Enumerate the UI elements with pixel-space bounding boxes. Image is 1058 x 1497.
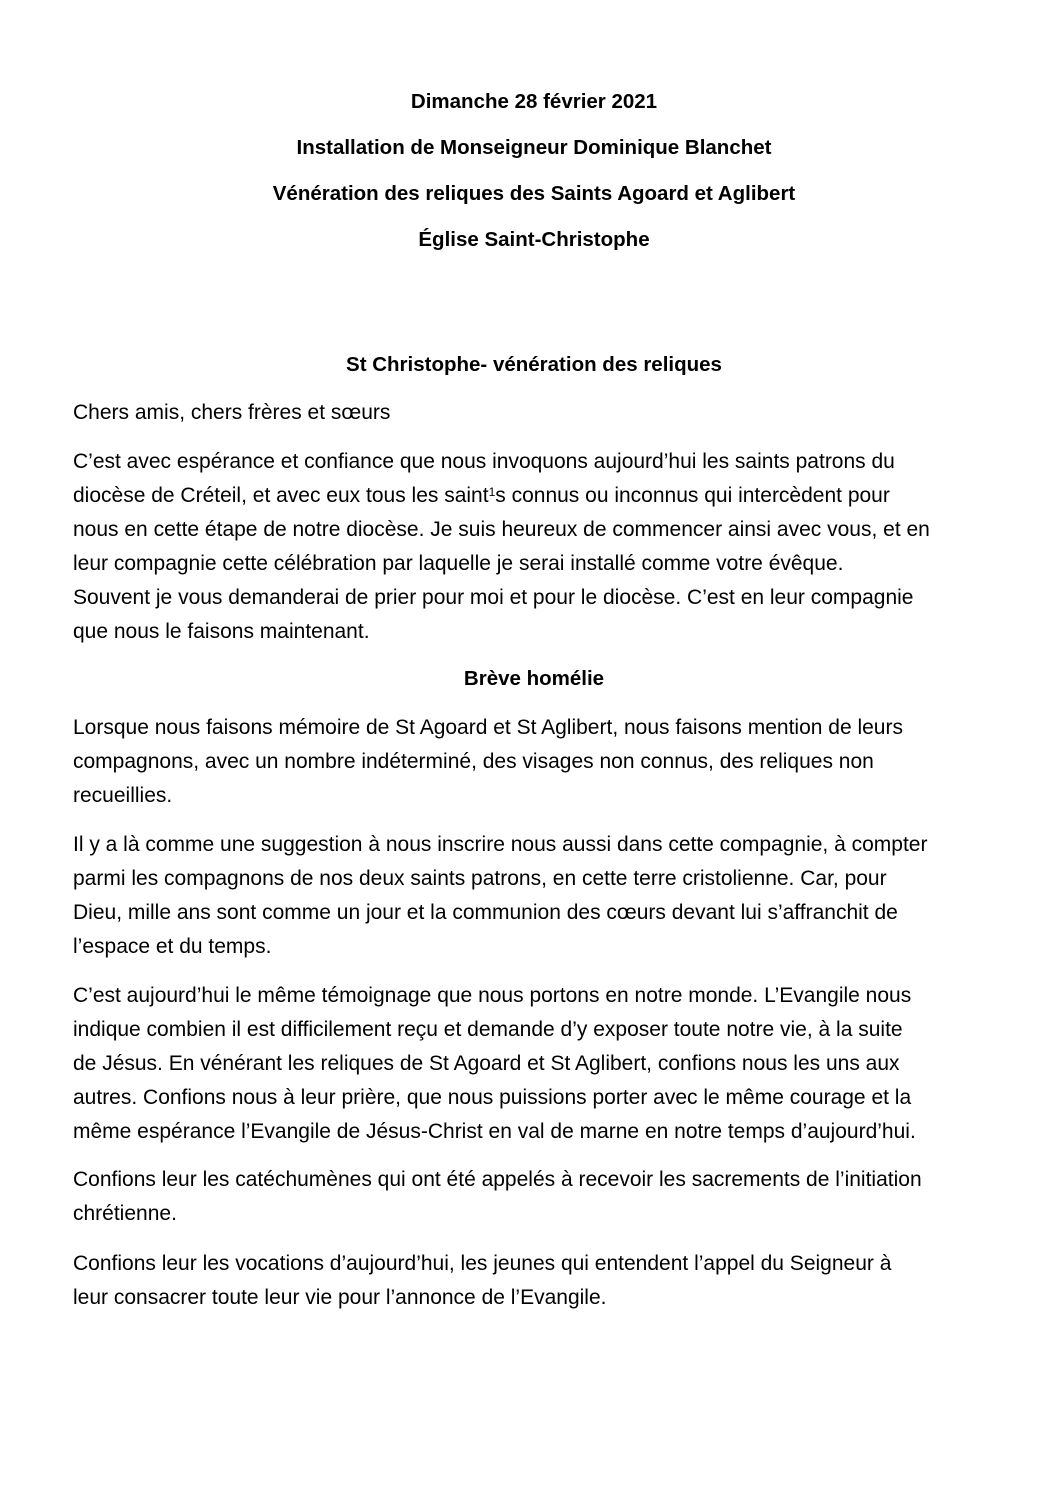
paragraph-line: de Jésus. En vénérant les reliques de St Agoard et St Aglibert, confions nous les uns aux (73, 1052, 900, 1075)
paragraph-line: Souvent je vous demanderai de prier pour moi et pour le diocèse. C’est en leur compagnie (73, 586, 914, 609)
paragraph-line: même espérance l’Evangile de Jésus-Christ en val de marne en notre temps d’aujourd’hui. (73, 1120, 916, 1143)
header-date: Dimanche 28 février 2021 (410, 90, 658, 113)
paragraph-line: C’est aujourd’hui le même témoignage que nous portons en notre monde. L’Evangile nous (73, 984, 912, 1007)
footnote-marker: 1 (488, 485, 496, 499)
paragraph-vocations (73, 1247, 1003, 1315)
paragraph-line: Confions leur les catéchumènes qui ont été appelés à recevoir les sacrements de l’initiation (73, 1168, 922, 1191)
paragraph-line: autres. Confions nous à leur prière, que nous puissions porter avec le même courage et la (73, 1086, 912, 1109)
paragraph-testimony (73, 979, 1003, 1149)
paragraph-line: indique combien il est difficilement reçu et demande d’y exposer toute notre vie, à la suite (73, 1018, 903, 1041)
paragraph-line: compagnons, avec un nombre indéterminé, des visages non connus, des reliques non (73, 750, 874, 773)
paragraph-line: leur consacrer toute leur vie pour l’annonce de l’Evangile. (73, 1286, 607, 1309)
paragraph-line: que nous le faisons maintenant. (73, 620, 370, 643)
header-church: Église Saint-Christophe (418, 228, 650, 251)
paragraph-suggestion (73, 828, 1003, 964)
section-title-homily: Brève homélie (463, 667, 605, 690)
paragraph-line: Il y a là comme une suggestion à nous inscrire nous aussi dans cette compagnie, à compter (73, 833, 928, 856)
paragraph-memory (73, 711, 1003, 813)
paragraph-catechumens (73, 1163, 1003, 1231)
paragraph-line: Confions leur les vocations d’aujourd’hui, les jeunes qui entendent l’appel du Seigneur à (73, 1252, 892, 1275)
paragraph-line: nous en cette étape de notre diocèse. Je suis heureux de commencer ainsi avec vous, et en (73, 518, 930, 541)
paragraph-line (73, 479, 1003, 513)
header-installation: Installation de Monseigneur Dominique Blanchet (296, 136, 772, 159)
paragraph-text: s connus ou inconnus qui intercèdent pour (495, 484, 890, 507)
greeting (73, 396, 1003, 430)
greeting-line: Chers amis, chers frères et sœurs (73, 401, 391, 424)
paragraph-text: diocèse de Créteil, et avec eux tous les saint (73, 484, 489, 507)
paragraph-invocation (73, 445, 1003, 649)
paragraph-line: C’est avec espérance et confiance que nous invoquons aujourd’hui les saints patrons du (73, 450, 895, 473)
document-header (0, 88, 1058, 272)
paragraph-line: Lorsque nous faisons mémoire de St Agoard et St Aglibert, nous faisons mention de leurs (73, 716, 903, 739)
header-veneration: Vénération des reliques des Saints Agoard et Aglibert (272, 182, 796, 205)
paragraph-line: leur compagnie cette célébration par laquelle je serai installé comme votre évêque. (73, 552, 844, 575)
paragraph-line: l’espace et du temps. (73, 935, 272, 958)
section-title-veneration: St Christophe- vénération des reliques (346, 353, 722, 376)
paragraph-line: recueillies. (73, 784, 173, 807)
paragraph-line: Dieu, mille ans sont comme un jour et la communion des cœurs devant lui s’affranchit de (73, 901, 898, 924)
paragraph-line: chrétienne. (73, 1202, 177, 1225)
paragraph-line: parmi les compagnons de nos deux saints patrons, en cette terre cristolienne. Car, pour (73, 867, 887, 890)
